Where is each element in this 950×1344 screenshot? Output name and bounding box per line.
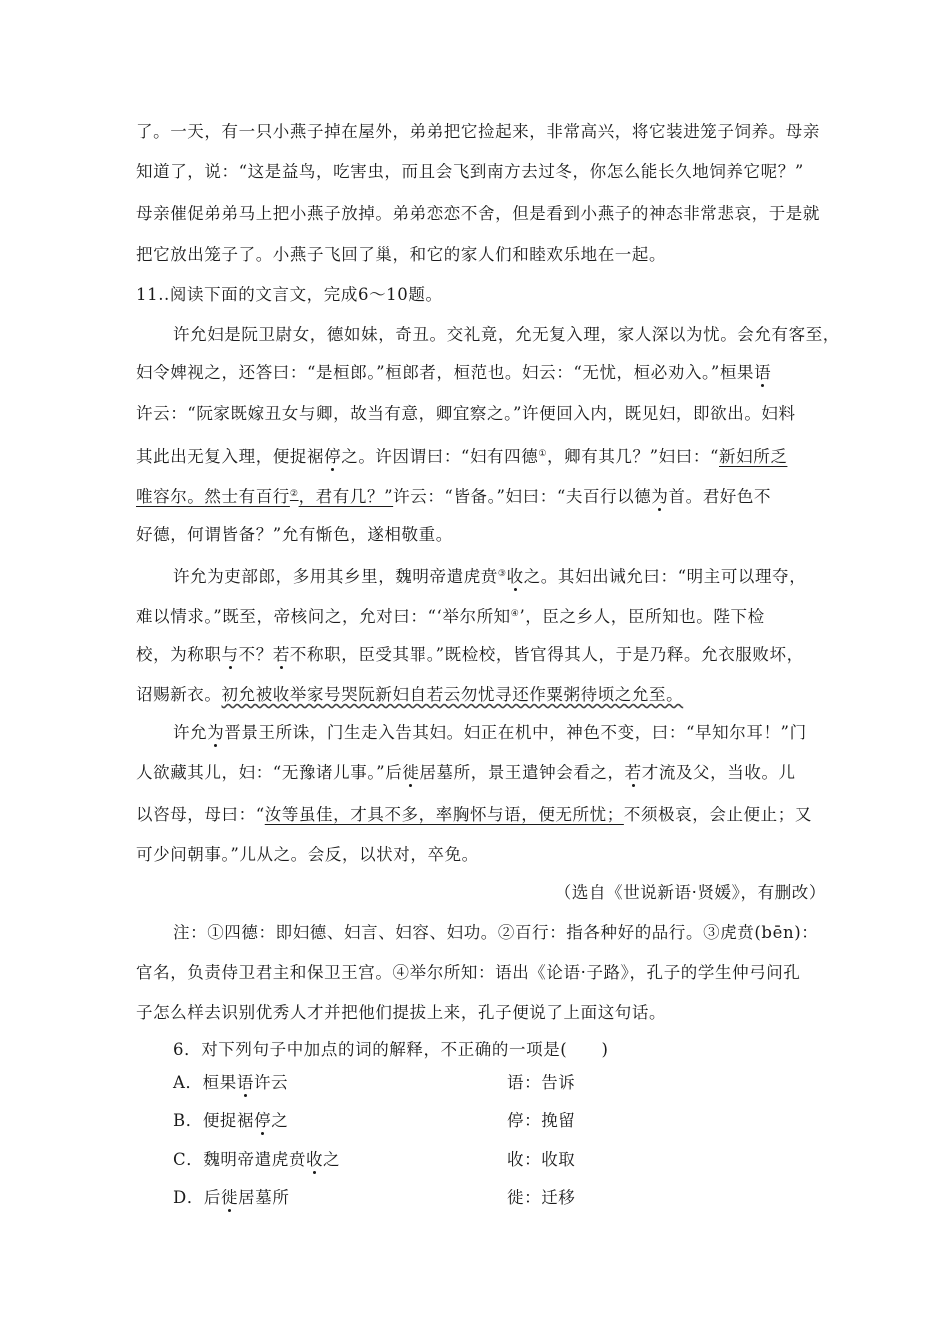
source-citation: （选自《世说新语·贤媛》，有删改） [554,883,826,902]
text-line: 人欲藏其儿，妇：“无豫诸儿事。”后徙居墓所，景王遣钟会看之，若才流及父，当收。儿 [136,763,796,782]
footnote-marker: ③ [497,569,507,579]
option-a: A．桓果语许云 [173,1073,289,1092]
text-line: 好德，何谓皆备？”允有惭色，遂相敬重。 [136,525,453,544]
text-line: 许云：“阮家既嫁丑女与卿，故当有意，卿宜察之。”许便回入内，既见妇，即欲出。妇料 [136,404,796,423]
text-line: 难以情求。”既至，帝核问之，允对曰：“‘举尔所知④’，臣之乡人，臣所知也。陛下检 [136,607,765,626]
dotted-char: 与 [221,645,239,664]
dotted-char: 收 [305,1150,324,1169]
underlined-sentence: ，君有几？” [298,487,394,506]
notes-line: 官名，负责侍卫君主和保卫王宫。④举尔所知：语出《论语·子路》，孔子的学生仲弓问孔 [136,963,801,982]
text-line: 母亲催促弟弟马上把小燕子放掉。弟弟恋恋不舍，但是看到小燕子的神态非常悲哀，于是就 [136,204,820,223]
dotted-char: 若 [624,763,642,782]
footnote-marker: ④ [510,609,520,619]
option-c: C．魏明帝遣虎贲收之 [173,1150,341,1169]
question-header: 11..阅读下面的文言文，完成6～10题。 [136,285,443,304]
wavy-underlined-sentence: 初允被收举家号哭阮新妇自若云勿忧寻还作粟粥待顷之允至。 [221,685,684,704]
option-c-definition: 收：收取 [507,1150,576,1169]
notes-line: 注：①四德：即妇德、妇言、妇容、妇功。②百行：指各种好的品行。③虎贲(bēn)： [173,923,819,942]
text-line: 校，为称职与不？若不称职，臣受其罪。”既检校，皆官得其人，于是乃释。允衣服败坏， [136,645,804,664]
underlined-sentence: 汝等虽佳，才具不多，率胸怀与语，便无所忧； [264,805,624,824]
footnote-marker: ② [289,489,299,499]
underlined-sentence: 唯容尔。然士有百行 [136,487,290,506]
text-line: 唯容尔。然士有百行②，君有几？”许云：“皆备。”妇曰：“夫百行以德为首。君好色不 [136,487,772,506]
notes-line: 子怎么样去识别优秀人才并把他们提拔上来，孔子便说了上面这句话。 [136,1003,667,1022]
dotted-char: 为 [651,487,669,506]
text-line: 许允妇是阮卫尉女，德如妹，奇丑。交礼竟，允无复入理，家人深以为忧。会允有客至， [173,325,840,344]
dotted-char: 若 [272,645,290,664]
text-line: 以咨母，母曰：“汝等虽佳，才具不多，率胸怀与语，便无所忧；不须极哀，会止便止；又 [136,805,812,824]
dotted-char: 徙 [402,763,420,782]
option-b-definition: 停：挽留 [507,1111,576,1130]
option-d: D．后徙居墓所 [173,1188,290,1207]
dotted-char: 停 [324,447,342,466]
text-line: 诏赐新衣。初允被收举家号哭阮新妇自若云勿忧寻还作粟粥待顷之允至。 [136,685,684,704]
dotted-char: 徙 [221,1188,239,1207]
dotted-char: 停 [254,1111,272,1130]
text-line: 知道了，说：“这是益鸟，吃害虫，而且会飞到南方去过冬，你怎么能长久地饲养它呢？” [136,162,804,181]
option-b: B．便捉裾停之 [173,1111,289,1130]
text-line: 其此出无复入理，便捉裾停之。许因谓曰：“妇有四德①，卿有其几？”妇曰：“新妇所乏 [136,447,788,466]
dotted-char: 语 [754,363,772,382]
text-line: 许允为晋景王所诛，门生走入告其妇。妇正在机中，神色不变，曰：“早知尔耳！”门 [173,723,807,742]
question-stem: 6．对下列句子中加点的词的解释，不正确的一项是( ) [173,1040,609,1059]
footnote-marker: ① [538,449,548,459]
underlined-sentence: 新妇所乏 [719,447,788,466]
option-d-definition: 徙：迁移 [507,1188,576,1207]
dotted-char: 语 [236,1073,254,1092]
option-a-definition: 语：告诉 [507,1073,576,1092]
text-line: 许允为吏部郎，多用其乡里，魏明帝遣虎贲③收之。其妇出诫允曰：“明主可以理夺， [173,567,807,586]
text-line: 了。一天，有一只小燕子掉在屋外，弟弟把它捡起来，非常高兴，将它装进笼子饲养。母亲 [136,122,820,141]
dotted-char: 收 [506,567,524,586]
text-line: 可少问朝事。”儿从之。会反，以状对，卒免。 [136,845,479,864]
text-line: 妇令婢视之，还答曰：“是桓郎。”桓郎者，桓范也。妇云：“无忧，桓必劝入。”桓果语 [136,363,772,382]
dotted-char: 为 [207,723,225,742]
text-line: 把它放出笼子了。小燕子飞回了巢，和它的家人们和睦欢乐地在一起。 [136,245,667,264]
